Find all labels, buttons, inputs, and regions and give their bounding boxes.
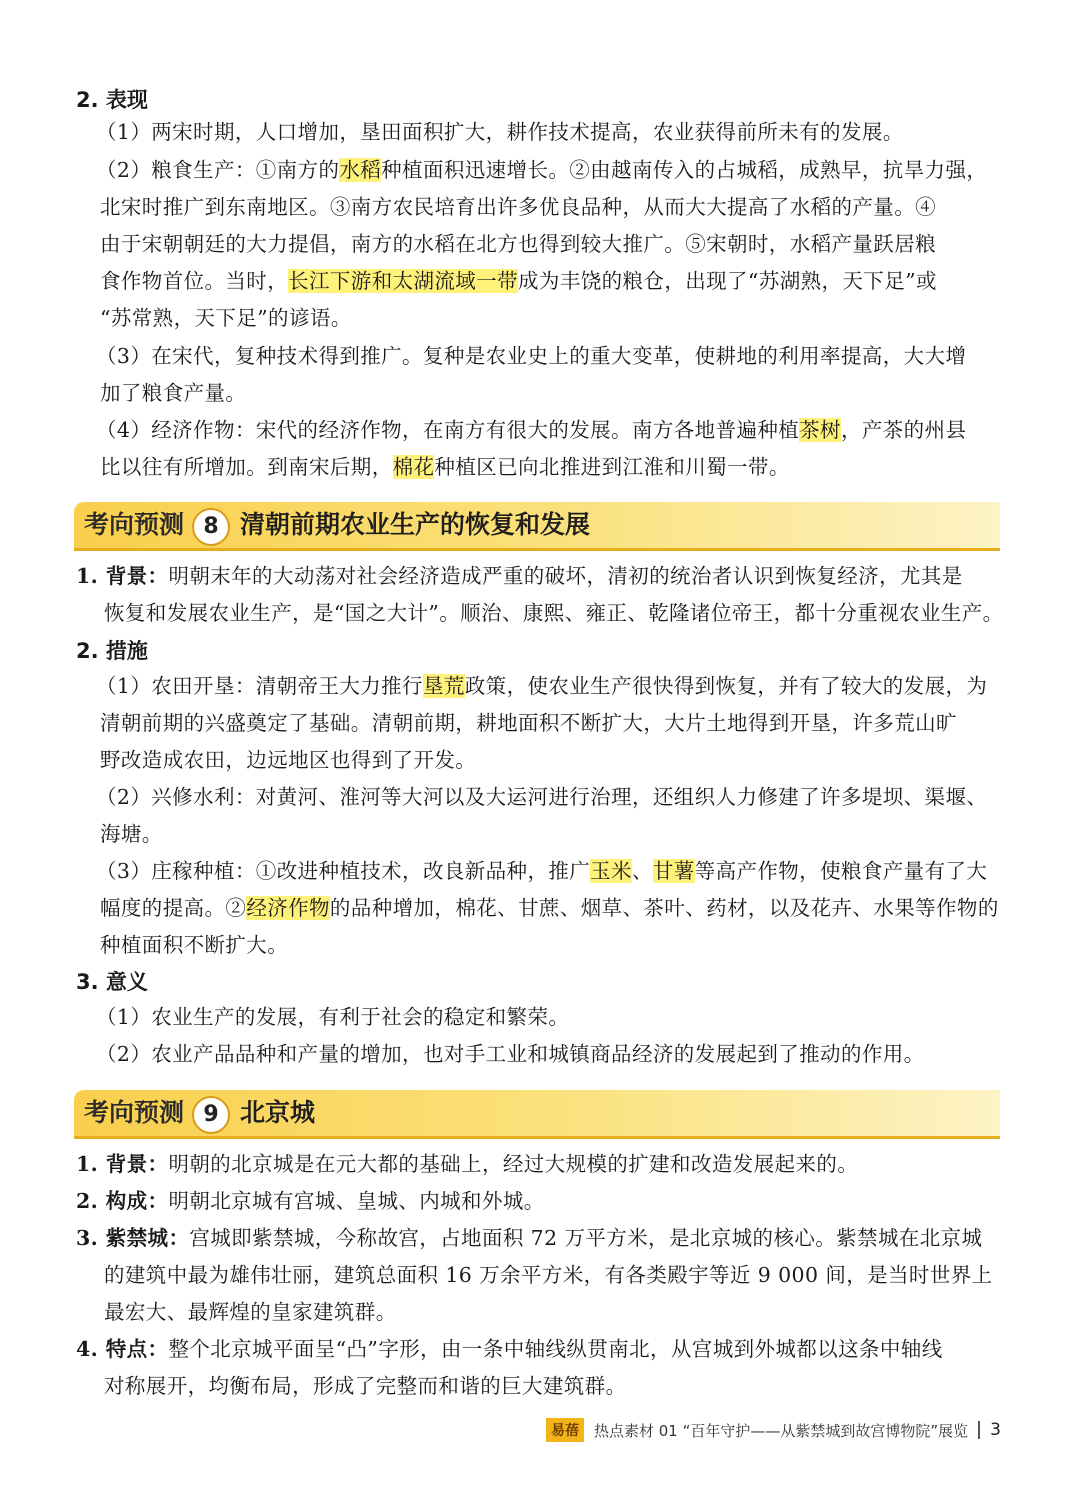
- paragraph-song-2-line-2: 北宋时推广到东南地区。③南方农民培育出许多优良品种，从而大大提高了水稻的产量。④: [100, 195, 936, 219]
- qing-significance-2: （2）农业产品品种和产量的增加，也对手工业和城镇商品经济的发展起到了推动的作用。: [96, 1042, 925, 1066]
- beijing-composition: 2. 构成：明朝北京城有宫城、皇城、内城和外城。: [76, 1189, 545, 1213]
- paragraph-song-2-line-3: 由于宋朝朝廷的大力提倡，南方的水稻在北方也得到较大推广。⑤宋朝时，水稻产量跃居粮: [100, 232, 936, 256]
- beijing-background: 1. 背景：明朝的北京城是在元大都的基础上，经过大规模的扩建和改造发展起来的。: [76, 1152, 859, 1176]
- page-footer: [546, 1415, 1001, 1445]
- highlight-cotton: 棉花: [392, 455, 435, 479]
- beijing-forbidden-city-line-2: 的建筑中最为雄伟壮丽，建筑总面积 16 万余平方米，有各类殿宇等近 9 000 间，是当时世界上: [104, 1263, 993, 1287]
- beijing-features-line-2: 对称展开，均衡布局，形成了完整而和谐的巨大建筑群。: [104, 1374, 627, 1398]
- banner-title: 清朝前期农业生产的恢复和发展: [240, 510, 591, 539]
- beijing-forbidden-city-line-1: 3. 紫禁城：宫城即紫禁城，今称故宫，占地面积 72 万平方米，是北京城的核心。紫禁城在北京城: [76, 1226, 983, 1250]
- qing-background-line-2: 恢复和发展农业生产，是“国之大计”。顺治、康熙、雍正、乾隆诸位帝王，都十分重视农业生产。: [104, 601, 1004, 625]
- highlight-tea: 茶树: [799, 418, 841, 442]
- qing-measure-1-line-1: （1）农田开垦：清朝帝王大力推行垦荒政策，使农业生产很快得到恢复，并有了较大的发展，为: [96, 674, 988, 698]
- banner-number-badge: 9: [192, 1096, 230, 1134]
- highlight-corn: 玉米: [590, 859, 632, 883]
- banner-number-badge: 8: [192, 508, 230, 546]
- qing-measure-3-line-2: 幅度的提高。②经济作物的品种增加，棉花、甘蔗、烟草、茶叶、药材，以及花卉、水果等作物的: [100, 896, 999, 920]
- beijing-features-line-1: 4. 特点：整个北京城平面呈“凸”字形，由一条中轴线纵贯南北，从宫城到外城都以这条中轴线: [76, 1337, 943, 1361]
- paragraph-song-2-line-1: （2）粮食生产：①南方的水稻种植面积迅速增长。②由越南传入的占城稻，成熟早，抗旱力强，: [96, 158, 988, 182]
- paragraph-song-2-line-4: 食作物首位。当时，长江下游和太湖流域一带成为丰饶的粮仓，出现了“苏湖熟，天下足”或: [100, 269, 937, 293]
- highlight-reclaim: 垦荒: [422, 674, 465, 698]
- qing-measure-3-line-1: （3）庄稼种植：①改进种植技术，改良新品种，推广玉米、甘薯等高产作物，使粮食产量有了大: [96, 859, 988, 883]
- beijing-forbidden-city-line-3: 最宏大、最辉煌的皇家建筑群。: [104, 1300, 397, 1324]
- section-banner-8: [74, 502, 1000, 551]
- page-number: 3: [990, 1420, 1001, 1440]
- highlight-yangtze: 长江下游和太湖流域一带: [288, 269, 519, 293]
- paragraph-song-4-line-2: 比以往有所增加。到南宋后期，棉花种植区已向北推进到江淮和川蜀一带。: [100, 455, 790, 479]
- paragraph-song-4-line-1: （4）经济作物：宋代的经济作物，在南方有很大的发展。南方各地普遍种植茶树，产茶的州县: [96, 418, 967, 442]
- footer-divider: [978, 1421, 980, 1439]
- section-banner-9: [74, 1090, 1000, 1139]
- banner-tag: 考向预测: [84, 1098, 185, 1127]
- banner-tag: 考向预测: [84, 510, 185, 539]
- paragraph-song-3-line-1: （3）在宋代，复种技术得到推广。复种是农业史上的重大变革，使耕地的利用率提高，大大增: [96, 344, 967, 368]
- qing-measure-2-line-2: 海塘。: [100, 822, 163, 846]
- highlight-sweet-potato: 甘薯: [652, 859, 695, 883]
- heading-biaoxian: 2. 表现: [76, 88, 148, 112]
- footer-title: 热点素材 01 “百年守护——从紫禁城到故宫博物院”展览: [594, 1421, 969, 1440]
- publisher-logo: 易蓓: [546, 1418, 584, 1442]
- qing-measure-1-line-3: 野改造成农田，边远地区也得到了开发。: [100, 748, 477, 772]
- qing-measure-1-line-2: 清朝前期的兴盛奠定了基础。清朝前期，耕地面积不断扩大，大片土地得到开垦，许多荒山旷: [100, 711, 957, 735]
- heading-cuoshi: 2. 措施: [76, 639, 148, 663]
- paragraph-song-3-line-2: 加了粮食产量。: [100, 381, 247, 405]
- highlight-rice: 水稻: [339, 158, 382, 182]
- paragraph-song-2-line-5: “苏常熟，天下足”的谚语。: [100, 306, 352, 330]
- heading-yiyi: 3. 意义: [76, 970, 148, 994]
- paragraph-song-1: （1）两宋时期，人口增加，垦田面积扩大，耕作技术提高，农业获得前所未有的发展。: [96, 120, 904, 144]
- highlight-cash-crops: 经济作物: [246, 896, 330, 920]
- qing-measure-2-line-1: （2）兴修水利：对黄河、淮河等大河以及大运河进行治理，还组织人力修建了许多堤坝、渠堰、: [96, 785, 988, 809]
- qing-background-line-1: 1. 背景：明朝末年的大动荡对社会经济造成严重的破坏，清初的统治者认识到恢复经济，尤其是: [76, 564, 963, 588]
- qing-measure-3-line-3: 种植面积不断扩大。: [100, 933, 289, 957]
- banner-title: 北京城: [240, 1098, 316, 1127]
- qing-significance-1: （1）农业生产的发展，有利于社会的稳定和繁荣。: [96, 1005, 570, 1029]
